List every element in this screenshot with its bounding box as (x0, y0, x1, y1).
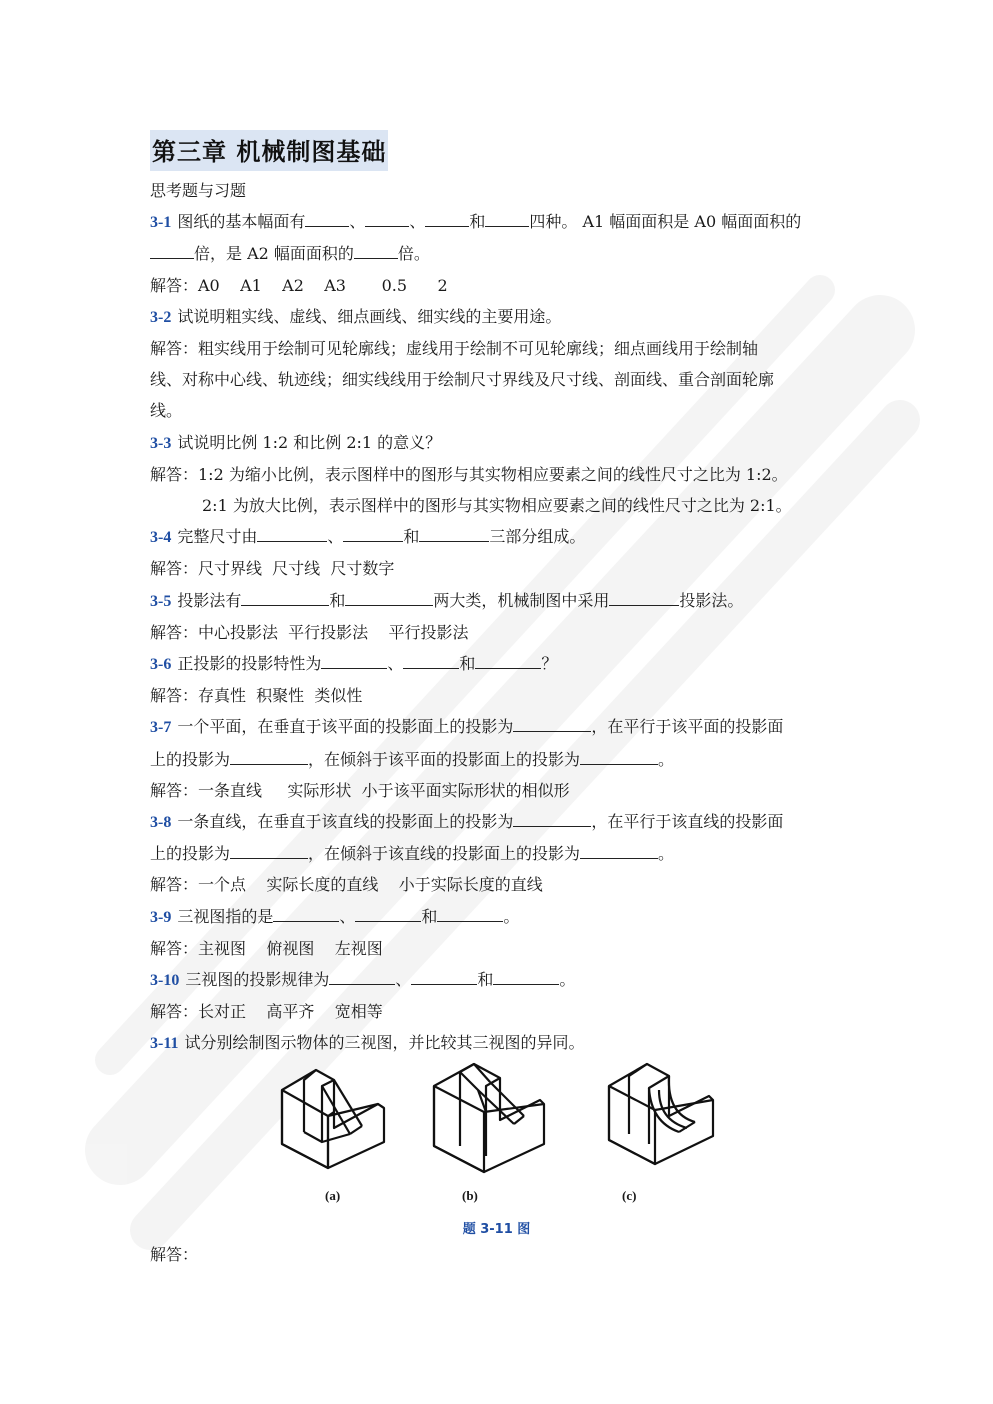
figure-label-c: (c) (622, 1188, 637, 1203)
question-number: 3-6 (150, 656, 172, 674)
question-3-1: 3-1 图纸的基本幅面有 、 、 和 四种。 A1 幅面面积是 A0 幅面面积的 (150, 212, 802, 232)
fill-blank (580, 750, 658, 765)
fill-blank (343, 527, 403, 542)
answer-3-1: 解答：A0 A1 A2 A3 0.5 2 (150, 275, 448, 295)
question-number: 3-10 (150, 972, 180, 990)
fill-blank (329, 970, 395, 985)
answer-3-11: 解答： (150, 1245, 199, 1264)
fill-blank (150, 244, 194, 259)
fill-blank (345, 591, 433, 606)
fill-blank (493, 970, 559, 985)
fill-blank (321, 654, 387, 669)
question-3-1-cont: 倍，是 A2 幅面面积的 倍。 (150, 238, 850, 269)
fill-blank (485, 212, 529, 227)
question-3-7-cont: 上的投影为 ，在倾斜于该平面的投影面上的投影为 。 (150, 749, 675, 769)
figure-3-11 (270, 1050, 740, 1180)
fill-blank (273, 907, 339, 922)
question-number: 3-5 (150, 592, 172, 610)
question-3-11: 3-11 试分别绘制图示物体的三视图，并比较其三视图的异同。 (150, 1033, 585, 1053)
isometric-block-c (605, 1050, 717, 1170)
figure-caption: 题 3-11 图 (462, 1222, 531, 1237)
answer-3-9: 解答：主视图 俯视图 左视图 (150, 938, 383, 958)
question-3-7: 3-7 一个平面，在垂直于该平面的投影面上的投影为 ，在平行于该平面的投影面 (150, 717, 784, 737)
answer-3-3-line-2: 2:1 为放大比例，表示图样中的图形与其实物相应要素之间的线性尺寸之比为 2:1。 (202, 496, 792, 516)
answer-3-6: 解答：存真性 积聚性 类似性 (150, 686, 363, 706)
fill-blank (411, 970, 477, 985)
answer-3-7: 解答：一条直线 实际形状 小于该平面实际形状的相似形 (150, 780, 570, 800)
fill-blank (403, 654, 459, 669)
question-number: 3-1 (150, 214, 172, 232)
answer-3-10: 解答：长对正 高平齐 宽相等 (150, 1002, 383, 1022)
answer-3-3-line-1: 解答：1:2 为缩小比例，表示图样中的图形与其实物相应要素之间的线性尺寸之比为 1:2。 (150, 464, 788, 484)
question-3-8: 3-8 一条直线，在垂直于该直线的投影面上的投影为 ，在平行于该直线的投影面 (150, 812, 784, 832)
question-3-9: 3-9 三视图指的是 、 和 。 (150, 906, 520, 926)
question-3-5: 3-5 投影法有 和 两大类，机械制图中采用 投影法。 (150, 590, 744, 610)
question-number: 3-7 (150, 719, 172, 737)
answer-3-2-line-1: 解答：粗实线用于绘制可见轮廓线；虚线用于绘制不可见轮廓线；细点画线用于绘制轴 (150, 339, 759, 359)
question-3-6: 3-6 正投影的投影特性为 、 和 ？ (150, 654, 558, 674)
fill-blank (513, 812, 591, 827)
figure-label-b: (b) (462, 1188, 478, 1203)
question-3-3: 3-3 试说明比例 1:2 和比例 2:1 的意义？ (150, 432, 442, 452)
answer-3-2-line-3: 线。 (150, 401, 183, 421)
isometric-block-b (430, 1050, 550, 1175)
fill-blank (305, 212, 349, 227)
fill-blank (475, 654, 541, 669)
fill-blank (437, 907, 503, 922)
question-number: 3-11 (150, 1035, 179, 1053)
question-number: 3-2 (150, 308, 172, 326)
question-3-2: 3-2 试说明粗实线、虚线、细点画线、细实线的主要用途。 (150, 306, 562, 326)
question-3-4: 3-4 完整尺寸由 、 和 三部分组成。 (150, 527, 586, 547)
question-number: 3-8 (150, 814, 172, 832)
question-3-10: 3-10 三视图的投影规律为 、 和 。 (150, 970, 576, 990)
fill-blank (513, 717, 591, 732)
fill-blank (257, 527, 327, 542)
question-3-8-cont: 上的投影为 ，在倾斜于该直线的投影面上的投影为 。 (150, 844, 675, 864)
fill-blank (355, 907, 421, 922)
fill-blank (241, 591, 329, 606)
fill-blank (580, 844, 658, 859)
exercise-content (150, 175, 850, 1060)
fill-blank (230, 750, 308, 765)
answer-3-4: 解答：尺寸界线 尺寸线 尺寸数字 (150, 559, 395, 579)
question-number: 3-3 (150, 434, 172, 452)
answer-3-5: 解答：中心投影法 平行投影法 平行投影法 (150, 622, 469, 642)
answer-3-8: 解答：一个点 实际长度的直线 小于实际长度的直线 (150, 875, 543, 895)
section-heading: 思考题与习题 (150, 181, 247, 200)
fill-blank (230, 844, 308, 859)
fill-blank (354, 244, 398, 259)
fill-blank (425, 212, 469, 227)
fill-blank (419, 527, 489, 542)
fill-blank (365, 212, 409, 227)
answer-3-2-line-2: 线、对称中心线、轨迹线；细实线线用于绘制尺寸界线及尺寸线、剖面线、重合剖面轮廓 (150, 370, 775, 390)
question-number: 3-9 (150, 908, 172, 926)
isometric-block-a (278, 1050, 394, 1175)
figure-label-a: (a) (325, 1188, 341, 1203)
question-number: 3-4 (150, 529, 172, 547)
fill-blank (609, 591, 679, 606)
chapter-title: 第三章 机械制图基础 (150, 130, 388, 171)
